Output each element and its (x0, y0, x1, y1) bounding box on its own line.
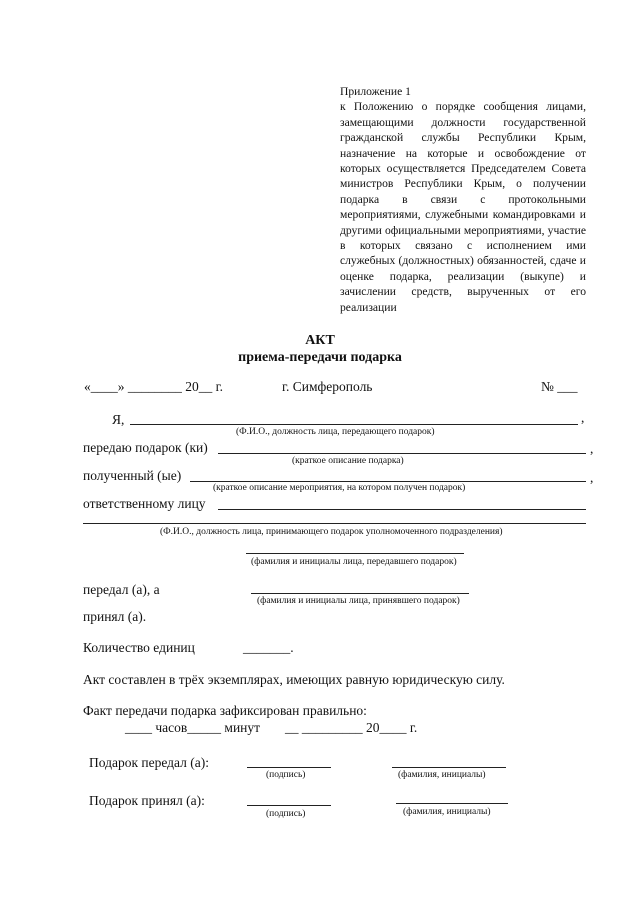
gift-caption: (краткое описание подарка) (292, 456, 404, 466)
giver-comma: , (581, 410, 585, 425)
giver-name-caption: (фамилия и инициалы лица, передавшего подарок) (251, 557, 457, 567)
giver-name-line (246, 553, 464, 554)
date-field: «____» ________ 20__ г. (84, 379, 224, 394)
city: г. Симферополь (282, 379, 373, 394)
gift-comma: , (590, 441, 594, 456)
receiver-caption: (Ф.И.О., должность лица, принимающего подарок уполномоченного подразделения) (160, 527, 503, 537)
gave-label: передал (а), а (83, 582, 160, 597)
time-line: ____ часов_____ минут (125, 720, 261, 735)
gave-signature-label: Подарок передал (а): (89, 755, 210, 770)
received-label: полученный (ые) (83, 468, 182, 483)
document-title: АКТ (305, 333, 335, 348)
document-subtitle: приема-передачи подарка (238, 350, 402, 365)
accepted-label: принял (а). (83, 609, 147, 624)
accepted-signature-label: Подарок принял (а): (89, 793, 205, 808)
gave-name-caption: (фамилия, инициалы) (398, 770, 486, 780)
gift-line (218, 453, 586, 454)
hand-over-label: передаю подарок (ки) (83, 440, 208, 455)
accepted-sign-caption: (подпись) (266, 809, 306, 819)
receiver-name-line (251, 593, 469, 594)
receiver-name-caption: (фамилия и инициалы лица, принявшего подарок) (257, 596, 460, 606)
event-line (190, 481, 586, 482)
quantity-label: Количество единиц (83, 640, 195, 655)
appendix-block (340, 84, 586, 315)
giver-line (130, 424, 578, 425)
giver-caption: (Ф.И.О., должность лица, передающего подарок) (236, 427, 435, 437)
date-tail: __ _________ 20____ г. (285, 720, 418, 735)
accepted-name-caption: (фамилия, инициалы) (403, 807, 491, 817)
appendix-heading: Приложение 1 (340, 85, 411, 98)
accepted-name-line (396, 803, 508, 804)
act-number: № ___ (541, 379, 578, 394)
event-caption: (краткое описание мероприятия, на котором получен подарок) (213, 483, 466, 493)
appendix-text: к Положению о порядке сообщения лицами, замещающими должности государственной гражданской службы Республики Крым, назначение на которые и освобождение от которых осуществляется Председателем Совета министров Республики Крым, о получении подарка в связи с протокольными мероприятиями, служебными командировками и другими официальными мероприятиями, участие в которых связано с исполнением ими служебных (должностных) обязанностей, сдаче и оценке подарка, реализации (выкупе) и зачислении средств, вырученных от его реализации (340, 100, 586, 314)
gave-name-line (392, 767, 506, 768)
gave-sign-caption: (подпись) (266, 770, 306, 780)
responsible-label: ответственному лицу (83, 496, 206, 511)
event-comma: , (590, 470, 594, 485)
responsible-line-2 (83, 523, 586, 524)
responsible-line (218, 509, 586, 510)
i-label: Я, (112, 412, 125, 427)
copies-statement: Акт составлен в трёх экземплярах, имеющих равную юридическую силу. (83, 672, 505, 687)
quantity-value: _______. (243, 640, 294, 655)
gave-sign-line (247, 767, 331, 768)
fixed-statement: Факт передачи подарка зафиксирован правильно: (83, 703, 367, 718)
accepted-sign-line (247, 805, 331, 806)
